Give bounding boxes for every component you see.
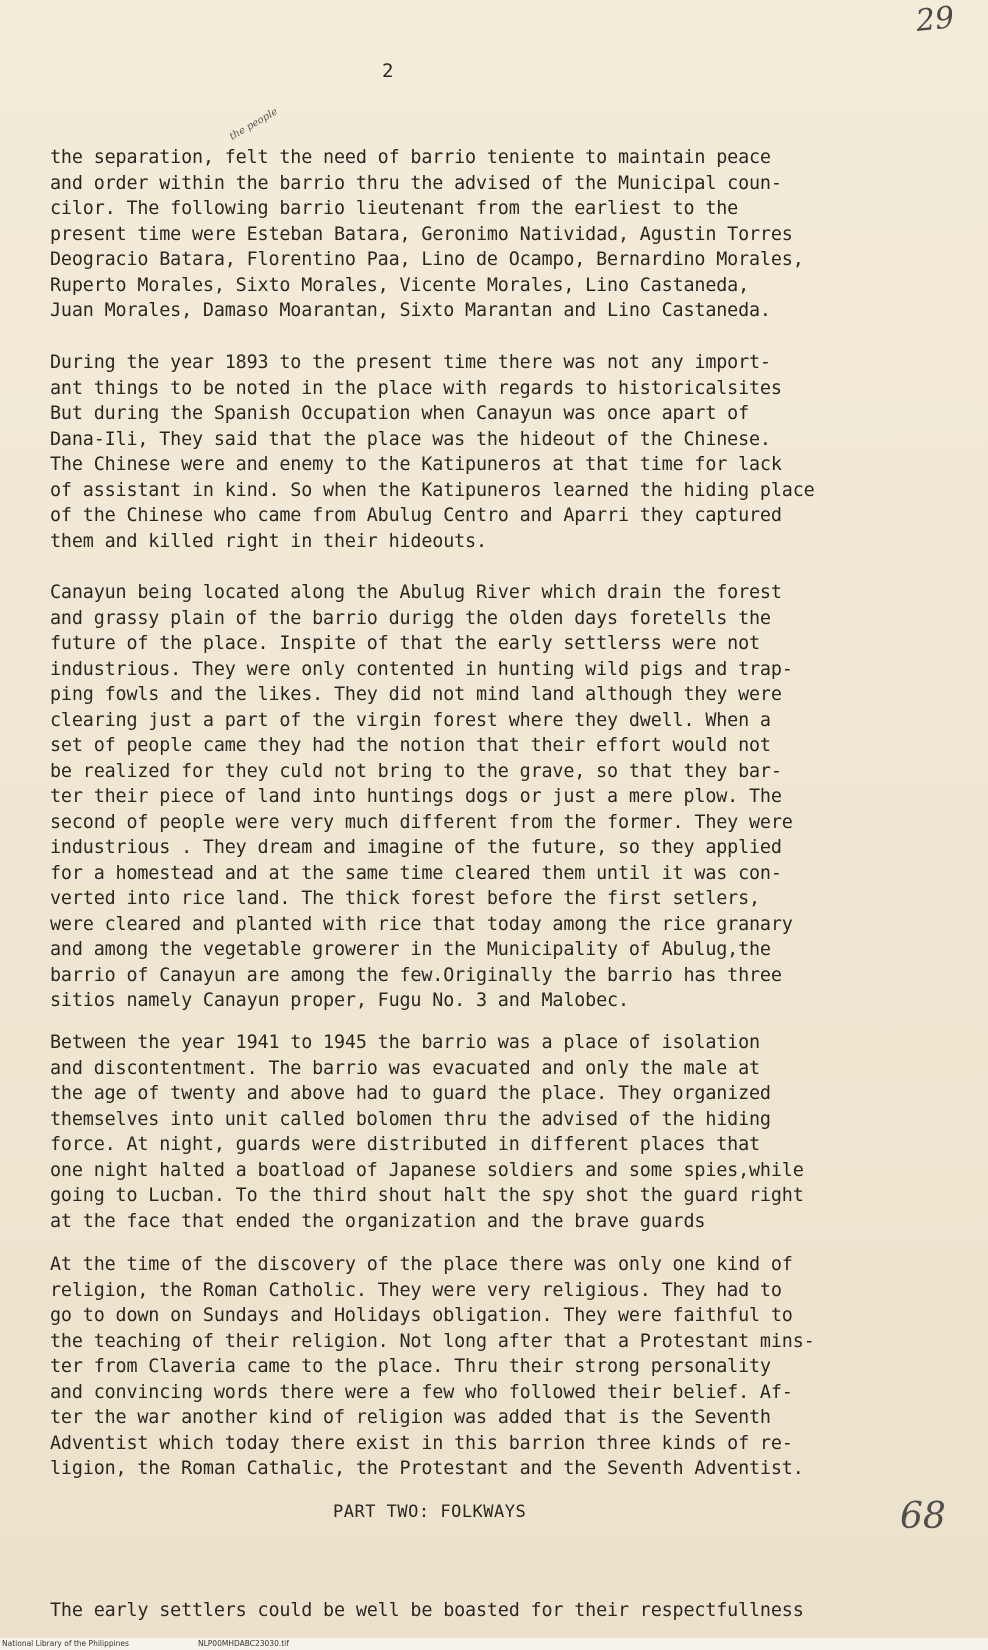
part-two-heading: PART TWO: FOLKWAYS [333,1502,527,1522]
text-line: At the time of the discovery of the place there was only one kind of [50,1254,793,1275]
paragraph-war-years [50,1030,955,1234]
text-line: Dana-Ili, They said that the place was the hideout of the Chinese. [50,428,771,450]
text-line: Ruperto Morales, Sixto Morales, Vicente Morales, Lino Castaneda, [50,274,750,296]
text-line: the age of twenty and above had to guard the place. They organized [50,1083,771,1104]
text-line: ping fowls and the likes. They did not mind land although they were [50,684,782,705]
text-line: for a homestead and at the same time cleared them until it was con- [50,862,782,884]
text-line: Adventist which today there exist in this barrion three kinds of re- [50,1432,793,1454]
text-line: set of people came they had the notion that their effort would not [50,735,771,756]
footer-library: National Library of the Philippines [2,1639,129,1648]
text-line: be realized for they culd not bring to the grave, so that they bar- [50,760,782,782]
text-line: religion, the Roman Catholic. They were very religious. They had to [50,1279,782,1301]
text-line: go to down on Sundays and Holidays obligation. They were faithful to [50,1305,793,1326]
text-line: The early settlers could be well be boasted for their respectfullness [50,1600,804,1621]
text-line: the separation, felt the need of barrio teniente to maintain peace [50,147,771,168]
text-line: Canayun being located along the Abulug River which drain the forest [50,582,782,603]
footer-filename: NLP00MHDABC23030.tif [198,1639,289,1648]
text-line: barrio of Canayun are among the few.Originally the barrio has three [50,964,782,986]
text-line: of the Chinese who came from Abulug Centro and Aparri they captured [50,505,782,526]
text-line: the teaching of their religion. Not long after that a Protestant mins- [50,1330,815,1352]
paragraph-barrio-lieutenants [50,145,955,324]
text-line: and among the vegetable growerer in the Municipality of Abulug,the [50,939,771,960]
text-line: industrious . They dream and imagine of the future, so they applied [50,837,782,858]
text-line: ligion, the Roman Cathalic, the Protestant and the Seventh Adventist. [50,1458,804,1479]
text-line: one night halted a boatload of Japanese soldiers and some spies,while [50,1159,804,1181]
text-line: at the face that ended the organization and the brave guards [50,1210,706,1232]
text-line: themselves into unit called bolomen thru the advised of the hiding [50,1108,771,1130]
text-line: Juan Morales, Damaso Moarantan, Sixto Marantan and Lino Castaneda. [50,300,771,321]
text-line: industrious. They were only contented in hunting wild pigs and trap- [50,658,793,680]
text-line: But during the Spanish Occupation when Canayun was once apart of [50,403,750,424]
text-line: Deogracio Batara, Florentino Paa, Lino de Ocampo, Bernardino Morales, [50,249,804,270]
text-line: future of the place. Inspite of that the early settlerss were not [50,633,760,654]
text-line: sitios namely Canayun proper, Fugu No. 3 and Malobec. [50,990,629,1011]
text-line: During the year 1893 to the present time there was not any import- [50,352,771,373]
text-line: and grassy plain of the barrio durigg the olden days foretells the [50,607,771,629]
text-line: and convincing words there were a few who followed their belief. Af- [50,1381,793,1403]
handwritten-insert-note: the people [227,106,280,143]
text-line: ant things to be noted in the place with regards to historicalsites [50,377,782,399]
text-line: and discontentment. The barrio was evacuated and only the male at [50,1057,760,1079]
text-line: verted into rice land. The thick forest before the first setlers, [50,888,760,909]
text-line: cilor. The following barrio lieutenant from the earliest to the [50,198,739,219]
text-line: The Chinese were and enemy to the Katipuneros at that time for lack [50,454,782,475]
handwritten-corner-number: 29 [914,0,956,39]
text-line: present time were Esteban Batara, Geronimo Natividad, Agustin Torres [50,223,793,245]
text-line: ter from Claveria came to the place. Thru their strong personality [50,1356,771,1377]
text-line: Between the year 1941 to 1945 the barrio was a place of isolation [50,1032,760,1053]
paragraph-religion [50,1252,955,1482]
text-line: were cleared and planted with rice that today among the rice granary [50,913,793,935]
page-number: 2 [382,60,394,82]
text-line: ter their piece of land into huntings dogs or just a mere plow. The [50,786,782,807]
paragraph-folkways-start [50,1598,955,1624]
text-line: them and killed right in their hideouts. [50,530,487,552]
text-line: clearing just a part of the virgin forest where they dwell. When a [50,709,771,731]
text-line: going to Lucban. To the third shout halt the spy shot the guard right [50,1185,804,1206]
text-line: of assistant in kind. So when the Katipuneros learned the hiding place [50,479,815,501]
text-line: force. At night, guards were distributed in different places that [50,1134,760,1155]
paragraph-historical-sites [50,350,955,554]
text-line: second of people were very much different from the former. They were [50,811,793,833]
text-line: ter the war another kind of religion was added that is the Seventh [50,1407,771,1428]
paragraph-settlement-history [50,580,955,1014]
scan-footer [0,1638,988,1650]
handwritten-page-number: 68 [900,1496,946,1537]
text-line: and order within the barrio thru the advised of the Municipal coun- [50,172,782,194]
